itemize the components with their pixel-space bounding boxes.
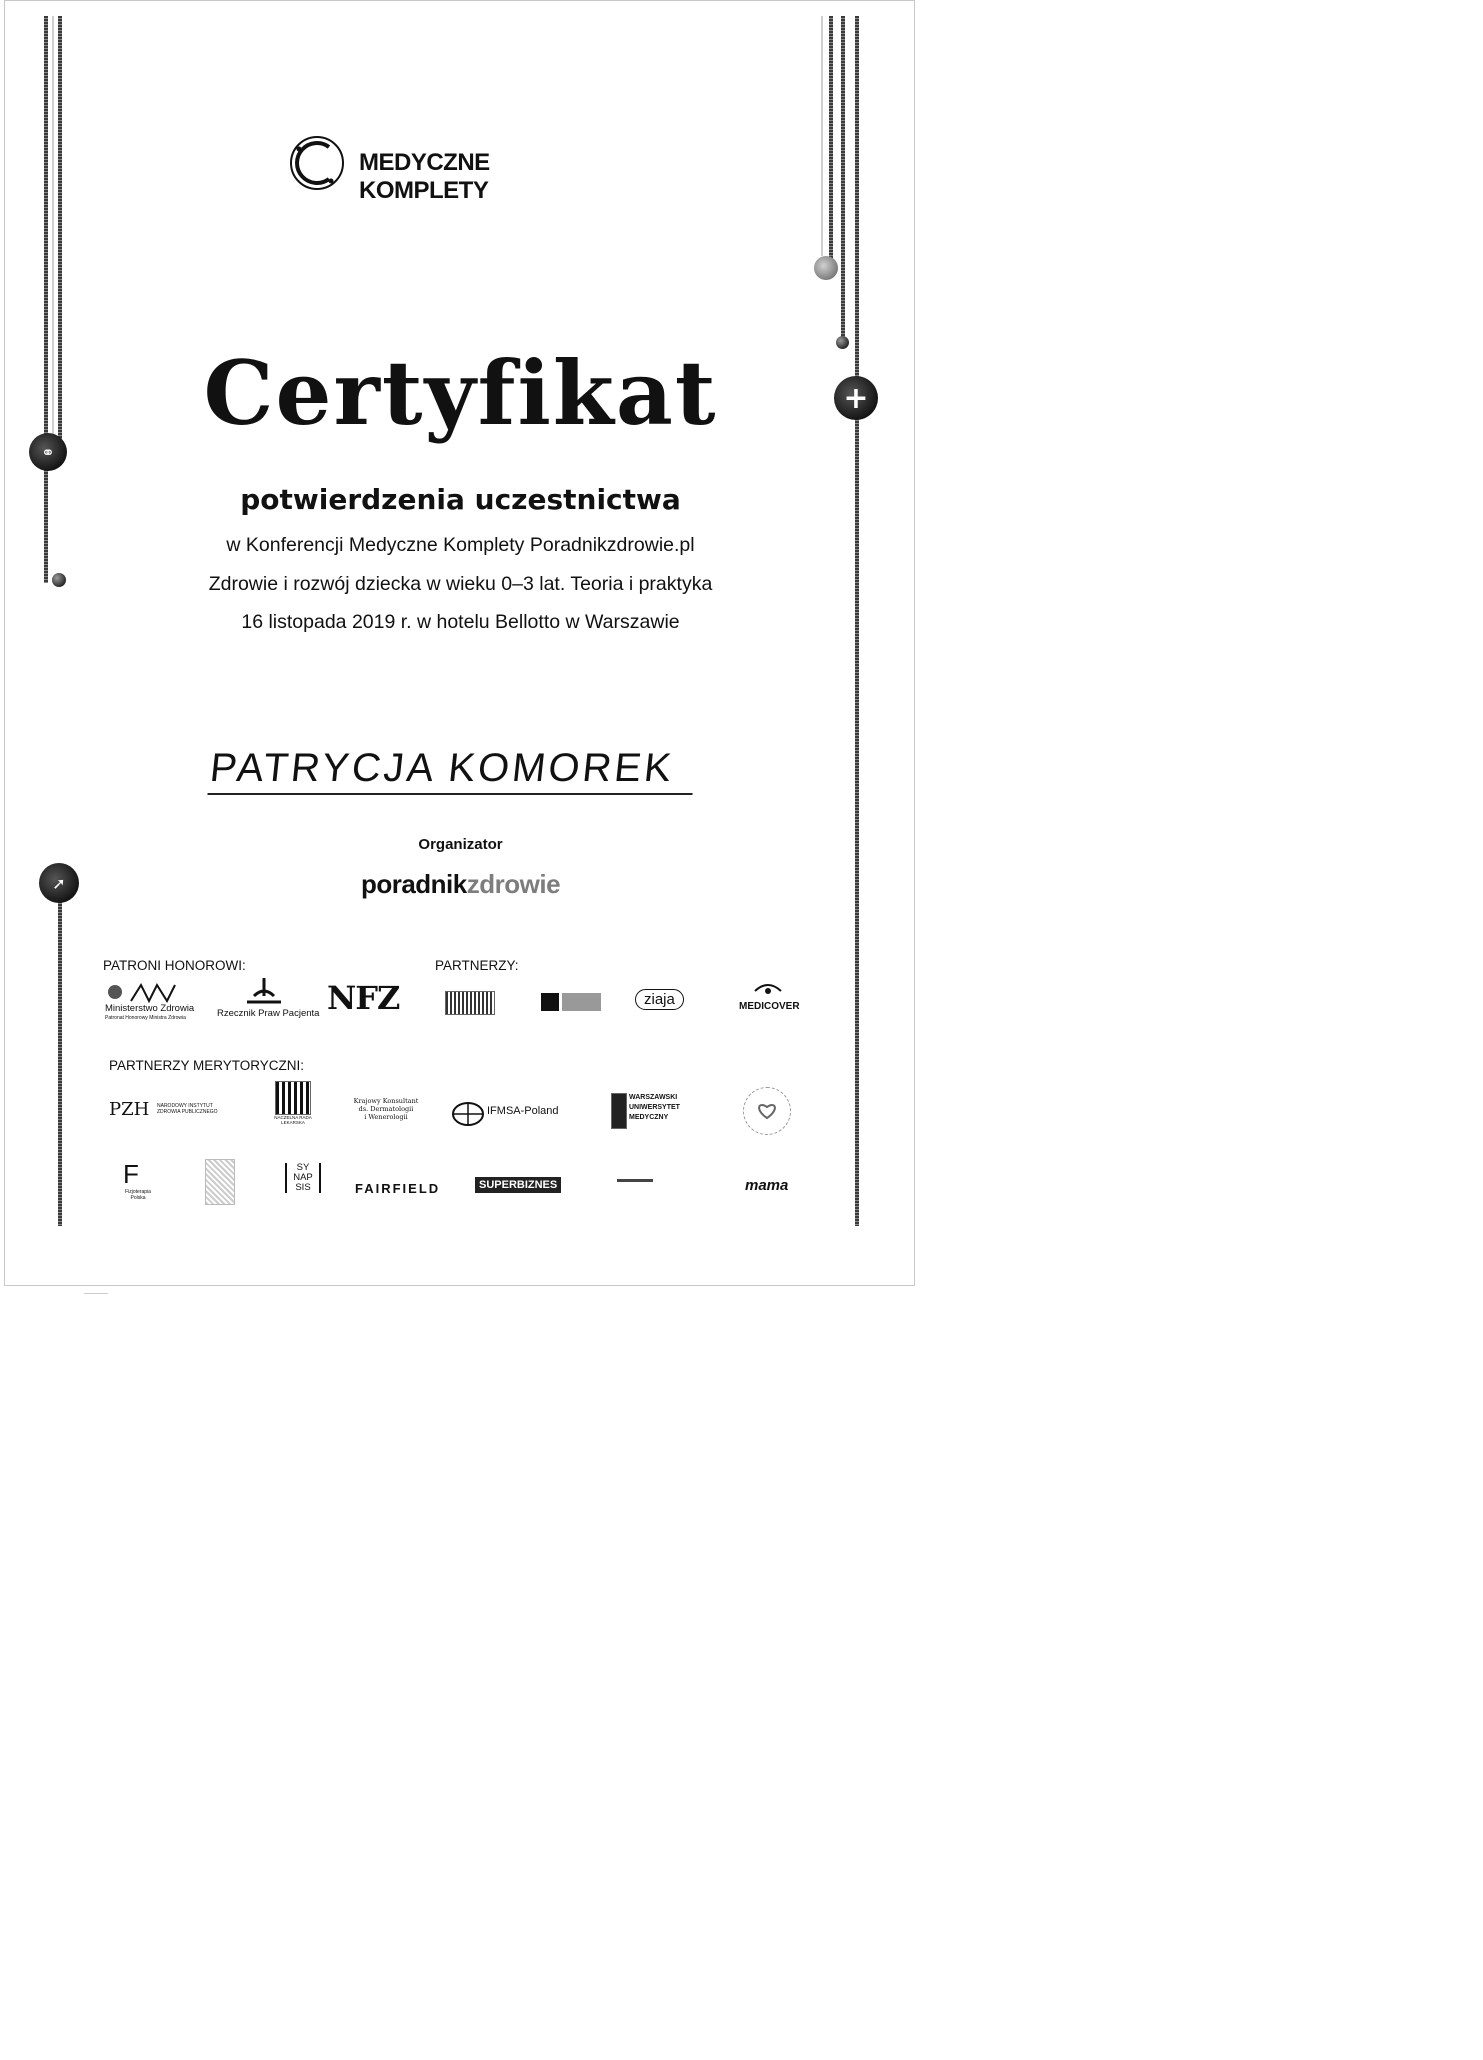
certificate-subtitle: potwierdzenia uczestnictwa: [240, 483, 681, 516]
left-rod-bottom: [58, 886, 62, 1226]
synapsis-line-3: SIS: [295, 1182, 311, 1193]
right-rod-2: [829, 16, 833, 266]
fizjo-logo: [117, 1159, 167, 1205]
naczelna-name: NACZELNA RADA LEKARSKA: [274, 1115, 312, 1125]
participant-name: PATRYCJA KOMOREK: [207, 746, 697, 795]
organizer-label: Organizator: [418, 836, 503, 853]
krajowy-line-1: Krajowy Konsultant: [353, 1097, 419, 1105]
ministry-logo: [103, 981, 193, 1026]
syringe-disc-icon: ➚: [39, 863, 79, 903]
pzh-logo: [109, 1099, 239, 1129]
synapsis-line-2: NAP: [293, 1172, 313, 1183]
pzh-mark: PZH: [109, 1099, 150, 1120]
ifmsa-globe-icon: [451, 1101, 485, 1127]
event-line-1: w Konferencji Medyczne Komplety Poradnikzdrowie.pl: [226, 534, 695, 556]
stethoscope-disc-icon: ⚭: [29, 433, 67, 471]
certificate-title: Certyfikat: [203, 341, 718, 445]
ifmsa-logo: [451, 1101, 561, 1131]
fairfield-logo: FAIRFIELD: [355, 1181, 441, 1196]
fizjo-name: Fizjoterapia Polska: [125, 1189, 151, 1201]
ziaja-logo: ziaja: [635, 989, 684, 1010]
medicover-name: MEDICOVER: [739, 1001, 800, 1012]
krajowy-line-3: i Wenerologii: [364, 1113, 408, 1121]
ifmsa-name: IFMSA-Poland: [487, 1105, 559, 1117]
krajowy-line-2: ds. Dermatologii: [358, 1105, 414, 1113]
event-line-3: 16 listopada 2019 r. w hotelu Bellotto w Warszawie: [241, 611, 680, 633]
brand-logo: [285, 131, 625, 204]
merit-heading: PARTNERZY MERYTORYCZNI:: [109, 1058, 305, 1073]
ring-logo-icon: [285, 131, 349, 195]
fizjo-f-mark: F: [123, 1159, 139, 1189]
partner-logo-2: [541, 993, 601, 1011]
organizer-logo-part2: zdrowie: [466, 869, 561, 899]
ministry-eagle-icon: [105, 981, 185, 1003]
partner-logo-1: [445, 991, 495, 1015]
wum-crest-icon: [611, 1093, 627, 1129]
honorary-heading: PATRONI HONOROWI:: [103, 958, 246, 973]
plus-disc-icon: +: [834, 376, 878, 420]
krajowy-logo: [345, 1097, 427, 1121]
synapsis-logo: [285, 1163, 321, 1193]
wum-logo: [611, 1083, 681, 1135]
wum-name: WARSZAWSKI UNIWERSYTET MEDYCZNY: [629, 1094, 680, 1121]
naczelna-logo: [273, 1081, 313, 1133]
certificate-page: [4, 0, 915, 1286]
naczelna-building-icon: [275, 1081, 311, 1115]
partners-heading: PARTNERZY:: [435, 958, 519, 973]
right-ball-large: [814, 256, 838, 280]
scan-mark: [84, 1293, 108, 1294]
medal-logo: [743, 1087, 791, 1135]
superbiznes-logo: SUPERBIZNES: [475, 1177, 561, 1193]
ministry-sub: Patronat Honorowy Ministra Zdrowia: [105, 1015, 186, 1021]
synapsis-line-1: SY: [296, 1162, 310, 1173]
brand-name: MEDYCZNE KOMPLETY: [359, 149, 490, 204]
nfz-logo: NFZ: [327, 979, 400, 1017]
organizer-logo: [5, 869, 916, 900]
rpp-name: Rzecznik Praw Pacjenta: [217, 1008, 320, 1019]
pzh-desc: NARODOWY INSTYTUT ZDROWIA PUBLICZNEGO: [157, 1103, 218, 1115]
right-rod-3: [841, 16, 845, 341]
right-rod-1: [821, 16, 823, 256]
organizer-logo-part1: poradnik: [360, 869, 467, 899]
event-line-2: Zdrowie i rozwój dziecka w wieku 0–3 lat. Teoria i praktyka: [208, 573, 713, 595]
ministry-name: Ministerstwo Zdrowia: [105, 1003, 195, 1014]
mama-logo: mama: [745, 1177, 789, 1194]
hands-heart-icon: [752, 1098, 782, 1124]
qr-logo: [205, 1159, 235, 1205]
medicover-logo: [733, 981, 803, 1021]
medicover-eye-icon: [753, 981, 783, 997]
small-logo: [617, 1179, 653, 1182]
rpp-logo: [217, 976, 320, 1026]
rpp-emblem-icon: [239, 976, 289, 1006]
